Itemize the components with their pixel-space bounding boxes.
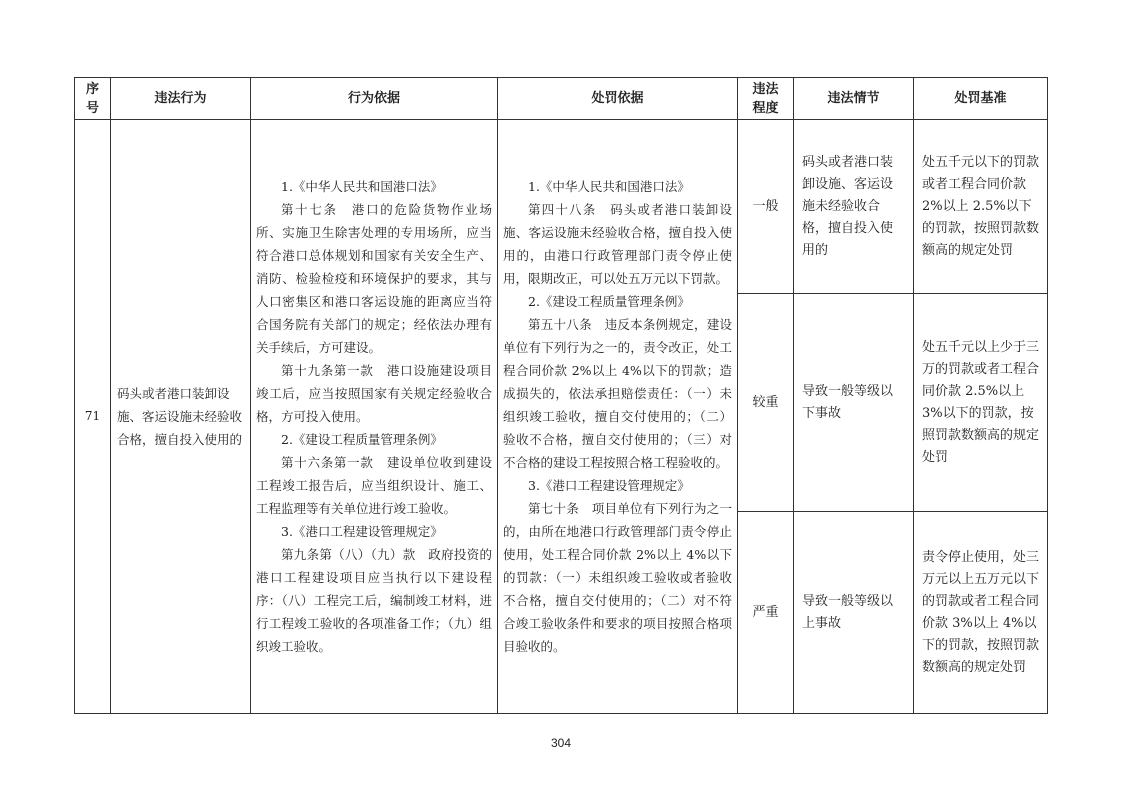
header-row [75,78,1048,120]
basis-law-title: 2.《建设工程质量管理条例》 [281,432,443,447]
header-situation: 违法情节 [794,78,914,120]
header-behavior: 违法行为 [111,78,251,120]
basis-article: 第九条第（八）（九）款 政府投资的港口工程建设项目应当执行以下建设程序：（八）工程完工后，编制竣工材料，进行工程竣工验收的各项准备工作；（九）组织竣工验收。 [256,547,492,654]
penalty-basis [498,120,738,714]
table-row [75,120,1048,294]
penalty-table [74,77,1048,714]
degree-severe: 严重 [738,512,794,714]
penalty-article: 第七十条 项目单位有下列行为之一的，由所在地港口行政管理部门责令停止使用，处工程合同价款 2%以上 4%以下的罚款：（一）未组织竣工验收或者验收不合格，擅自交付使用的；（二）对不符合竣工验收条件和要求的项目按照合格项目验收的。 [503,501,732,654]
row-number: 71 [75,120,111,714]
header-degree: 违法程度 [738,78,794,120]
basis-article: 第十七条 港口的危险货物作业场所、实施卫生除害处理的专用场所，应当符合港口总体规划和国家有关安全生产、消防、检验检疫和环境保护的要求，其与人口密集区和港口客运设施的距离应当符合国务院有关部门的规定；经依法办理有关手续后，方可建设。 [256,202,492,355]
header-standard: 处罚基准 [914,78,1048,120]
situation-general: 码头或者港口装卸设施、客运设施未经验收合格，擅自投入使用的 [794,120,914,294]
page-number: 304 [550,736,572,750]
basis-article: 第十九条第一款 港口设施建设项目竣工后，应当按照国家有关规定经验收合格，方可投入使用。 [256,363,492,424]
header-penalty-basis: 处罚依据 [498,78,738,120]
situation-serious: 导致一般等级以下事故 [794,294,914,512]
standard-serious: 处五千元以上少于三万的罚款或者工程合同价款 2.5%以上 3%以下的罚款，按照罚款数额高的规定处罚 [914,294,1048,512]
standard-general: 处五千元以下的罚款或者工程合同价款 2%以上 2.5%以下的罚款，按照罚款数额高的规定处罚 [914,120,1048,294]
violation-behavior: 码头或者港口装卸设施、客运设施未经验收合格，擅自投入使用的 [111,120,251,714]
basis-law-title: 3.《港口工程建设管理规定》 [281,524,443,539]
basis-law-title: 1.《中华人民共和国港口法》 [281,179,443,194]
penalty-law-title: 2.《建设工程质量管理条例》 [528,294,690,309]
situation-severe: 导致一般等级以上事故 [794,512,914,714]
penalty-article: 第五十八条 违反本条例规定，建设单位有下列行为之一的，责令改正，处工程合同价款 2%以上 4%以下的罚款；造成损失的，依法承担赔偿责任：（一）未组织竣工验收，擅自交付使用的；（二）验收不合格，擅自交付使用的；（三）对不合格的建设工程按照合格工程验收的。 [503,317,732,470]
standard-severe: 责令停止使用，处三万元以上五万元以下的罚款或者工程合同价款 3%以上 4%以下的罚款，按照罚款数额高的规定处罚 [914,512,1048,714]
basis-article: 第十六条第一款 建设单位收到建设工程竣工报告后，应当组织设计、施工、工程监理等有关单位进行竣工验收。 [256,455,492,516]
penalty-law-title: 3.《港口工程建设管理规定》 [528,478,690,493]
penalty-law-title: 1.《中华人民共和国港口法》 [528,179,690,194]
header-no: 序号 [75,78,111,120]
degree-general: 一般 [738,120,794,294]
behavior-basis [251,120,498,714]
penalty-article: 第四十八条 码头或者港口装卸设施、客运设施未经验收合格，擅自投入使用的，由港口行政管理部门责令停止使用，限期改正，可以处五万元以下罚款。 [503,202,732,286]
header-basis: 行为依据 [251,78,498,120]
degree-serious: 较重 [738,294,794,512]
